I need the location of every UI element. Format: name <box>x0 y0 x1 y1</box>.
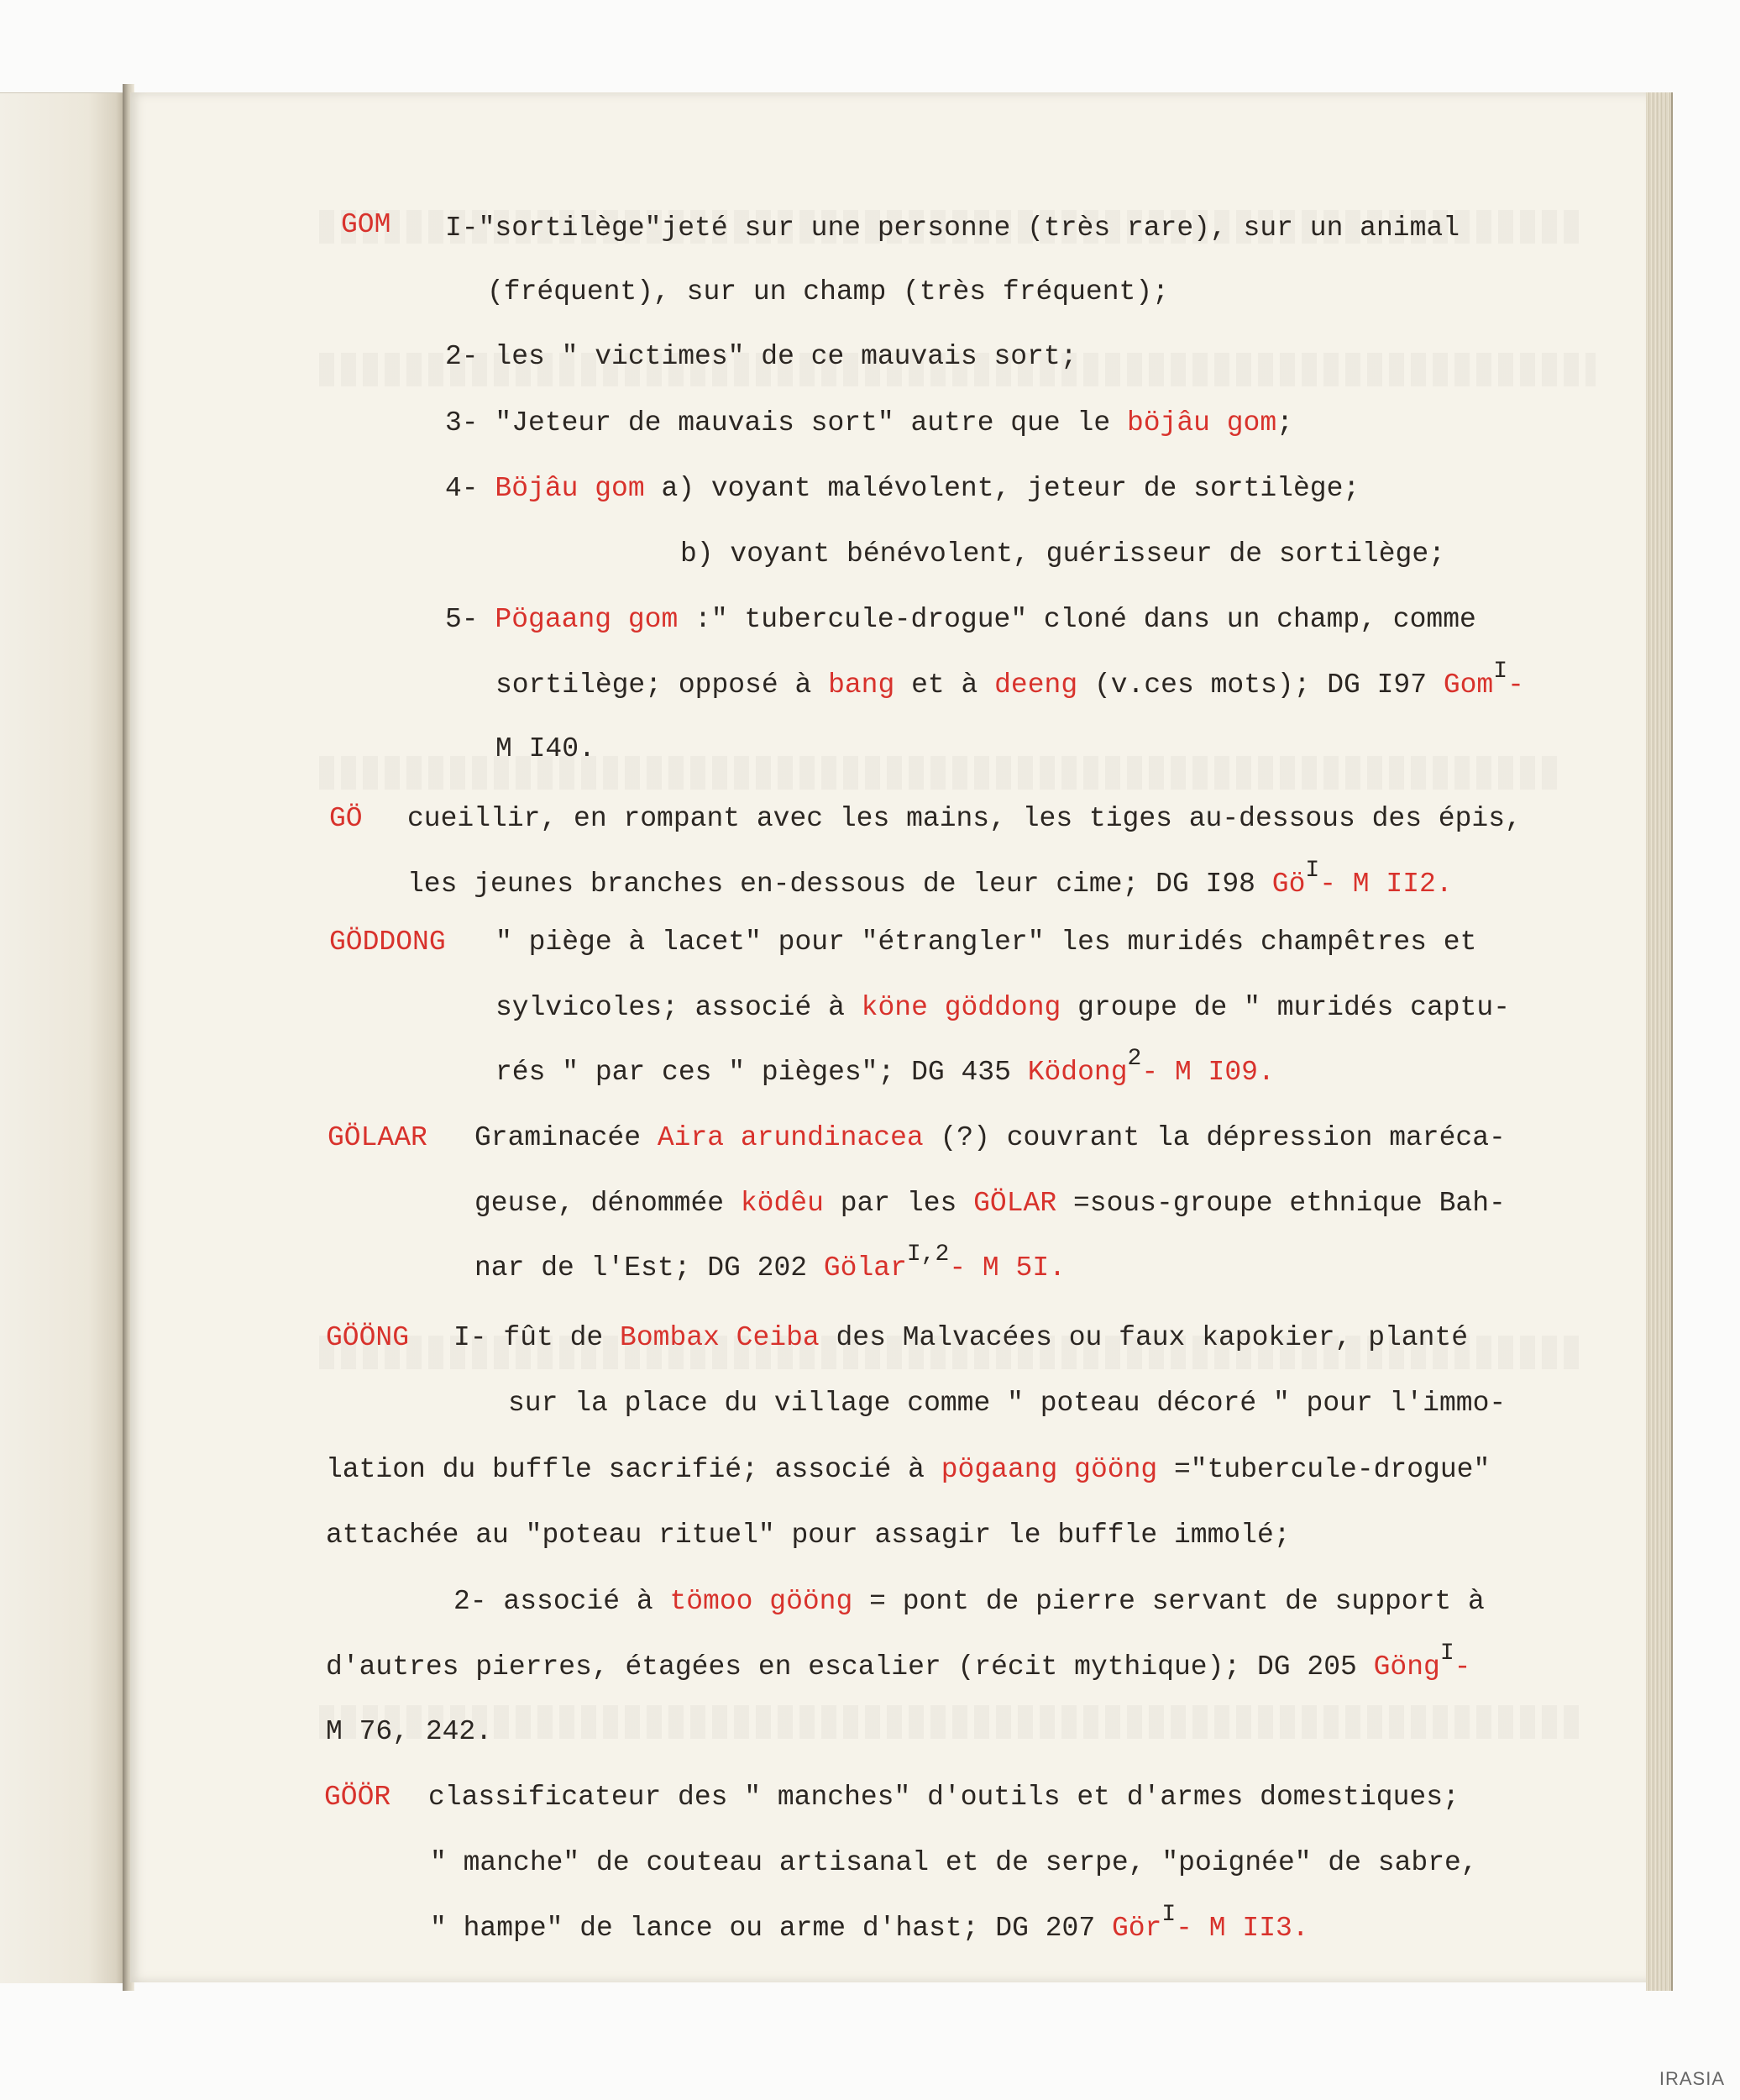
text-segment: nar de l'Est; DG 202 <box>474 1252 824 1284</box>
red-term: - M II3. <box>1176 1913 1309 1944</box>
definition-line <box>495 926 1476 959</box>
definition-line <box>407 858 1453 903</box>
text-segment: attachée au "poteau rituel" pour assagir le buffle immolé; <box>326 1520 1291 1551</box>
text-segment: 2- les " victimes" de ce mauvais sort; <box>445 341 1077 372</box>
text-segment: ="tubercule-drogue" <box>1157 1454 1491 1485</box>
red-term: Gör <box>1111 1913 1162 1944</box>
text-segment: 4- <box>445 473 495 504</box>
definition-line <box>453 1321 1468 1355</box>
definition-line <box>474 1121 1506 1155</box>
definition-line <box>495 991 1510 1025</box>
text-segment: " hampe" de lance ou arme d'hast; DG 207 <box>430 1913 1112 1944</box>
text-segment: sylvicoles; associé à <box>495 992 862 1023</box>
text-segment: cueillir, en rompant avec les mains, les tiges au-dessous des épis, <box>407 803 1522 834</box>
left-page-edge <box>0 92 126 1983</box>
definition-line <box>680 538 1445 571</box>
red-term: ködêu <box>740 1188 824 1219</box>
red-term: - <box>1507 669 1524 701</box>
entry-headword: GÖLAAR <box>328 1122 427 1153</box>
definition-line <box>474 1242 1066 1287</box>
superscript-index: I,2 <box>906 1242 950 1268</box>
text-segment: sortilège; opposé à <box>495 669 829 701</box>
text-segment: sur la place du village comme " poteau décoré " pour l'immo- <box>508 1388 1507 1419</box>
red-term: Gölar <box>823 1252 907 1284</box>
superscript-index: I <box>1493 659 1508 685</box>
definition-line <box>445 472 1360 506</box>
text-segment: des Malvacées ou faux kapokier, planté <box>819 1322 1469 1353</box>
text-segment: I-"sortilège"jeté sur une personne (très rare), sur un animal <box>445 213 1460 244</box>
entry-headword: GÖ <box>329 803 363 834</box>
text-segment: Graminacée <box>474 1122 658 1153</box>
text-segment: lation du buffle sacrifié; associé à <box>326 1454 941 1485</box>
page-stack-edge <box>1646 92 1673 1991</box>
definition-line <box>445 407 1293 440</box>
entry-headword: GOM <box>341 209 391 240</box>
definition-line <box>495 732 595 766</box>
definition-line <box>407 802 1522 836</box>
definition-line <box>445 340 1077 374</box>
definition-line <box>326 1641 1471 1686</box>
red-term: Pögaang gom <box>495 604 679 635</box>
text-segment: I- fût de <box>453 1322 621 1353</box>
definition-line <box>445 603 1476 637</box>
entry-headword: GÖÖNG <box>326 1322 410 1353</box>
red-term: GÖLAR <box>973 1188 1057 1219</box>
text-segment: 5- <box>445 604 495 635</box>
text-segment: (fréquent), sur un champ (très fréquent); <box>487 276 1169 307</box>
text-segment: :" tubercule-drogue" cloné dans un champ, comme <box>678 604 1476 635</box>
superscript-index: I <box>1305 858 1320 884</box>
red-term: Gö <box>1271 869 1306 900</box>
red-term: pögaang gööng <box>941 1454 1158 1485</box>
definition-line <box>495 1046 1275 1091</box>
definition-line <box>430 1902 1309 1947</box>
red-term: - M II2. <box>1319 869 1453 900</box>
text-segment: ; <box>1276 407 1293 438</box>
red-term: - M 5I. <box>949 1252 1066 1284</box>
red-term: Göng <box>1373 1651 1440 1683</box>
definition-line <box>445 212 1460 245</box>
red-term: köne göddong <box>861 992 1061 1023</box>
definition-line <box>326 1715 492 1749</box>
watermark-logo: IRASIA <box>1659 2068 1725 2089</box>
text-segment: et à <box>894 669 995 701</box>
text-segment: b) voyant bénévolent, guérisseur de sortilège; <box>680 538 1445 570</box>
definition-line <box>487 276 1169 309</box>
text-segment: par les <box>823 1188 974 1219</box>
definition-line <box>453 1585 1485 1619</box>
superscript-index: I <box>1161 1902 1177 1928</box>
text-segment: 3- "Jeteur de mauvais sort" autre que le <box>445 407 1127 438</box>
red-term: böjâu gom <box>1126 407 1277 438</box>
red-term: tömoo gööng <box>669 1586 853 1617</box>
text-segment: (v.ces mots); DG I97 <box>1077 669 1444 701</box>
text-segment: =sous-groupe ethnique Bah- <box>1056 1188 1506 1219</box>
red-term: Gom <box>1443 669 1494 701</box>
text-segment: M 76, 242. <box>326 1716 493 1747</box>
red-term: bang <box>828 669 895 701</box>
text-segment: = pont de pierre servant de support à <box>852 1586 1485 1617</box>
definition-line <box>495 659 1524 704</box>
text-segment: 2- associé à <box>453 1586 670 1617</box>
red-term: - <box>1454 1651 1471 1683</box>
definition-line <box>326 1519 1291 1552</box>
red-term: Aira arundinacea <box>657 1122 924 1153</box>
text-segment: M I40. <box>495 733 595 764</box>
entry-headword: GÖÖR <box>324 1782 391 1813</box>
superscript-index: 2 <box>1127 1046 1142 1072</box>
definition-line <box>508 1387 1506 1420</box>
text-segment: d'autres pierres, étagées en escalier (récit mythique); DG 205 <box>326 1651 1374 1683</box>
text-segment: " piège à lacet" pour "étrangler" les muridés champêtres et <box>495 927 1477 958</box>
definition-line <box>430 1846 1478 1880</box>
definition-line <box>474 1187 1506 1221</box>
red-term: - M I09. <box>1141 1057 1275 1088</box>
text-segment: les jeunes branches en-dessous de leur cime; DG I98 <box>407 869 1272 900</box>
superscript-index: I <box>1439 1641 1454 1667</box>
text-segment: rés " par ces " pièges"; DG 435 <box>495 1057 1028 1088</box>
red-term: Ködong <box>1027 1057 1128 1088</box>
definition-line <box>428 1781 1460 1814</box>
red-term: Böjâu gom <box>495 473 645 504</box>
text-segment: geuse, dénommée <box>474 1188 741 1219</box>
red-term: deeng <box>994 669 1078 701</box>
definition-line <box>326 1453 1490 1487</box>
text-segment: classificateur des " manches" d'outils et d'armes domestiques; <box>428 1782 1460 1813</box>
text-segment: " manche" de couteau artisanal et de serpe, "poignée" de sabre, <box>430 1847 1478 1878</box>
entry-headword: GÖDDONG <box>329 927 446 958</box>
red-term: Bombax Ceiba <box>620 1322 820 1353</box>
text-segment: (?) couvrant la dépression maréca- <box>923 1122 1506 1153</box>
bleed-through <box>319 1705 1579 1739</box>
text-segment: a) voyant malévolent, jeteur de sortilège; <box>644 473 1360 504</box>
text-segment: groupe de " muridés captu- <box>1061 992 1510 1023</box>
